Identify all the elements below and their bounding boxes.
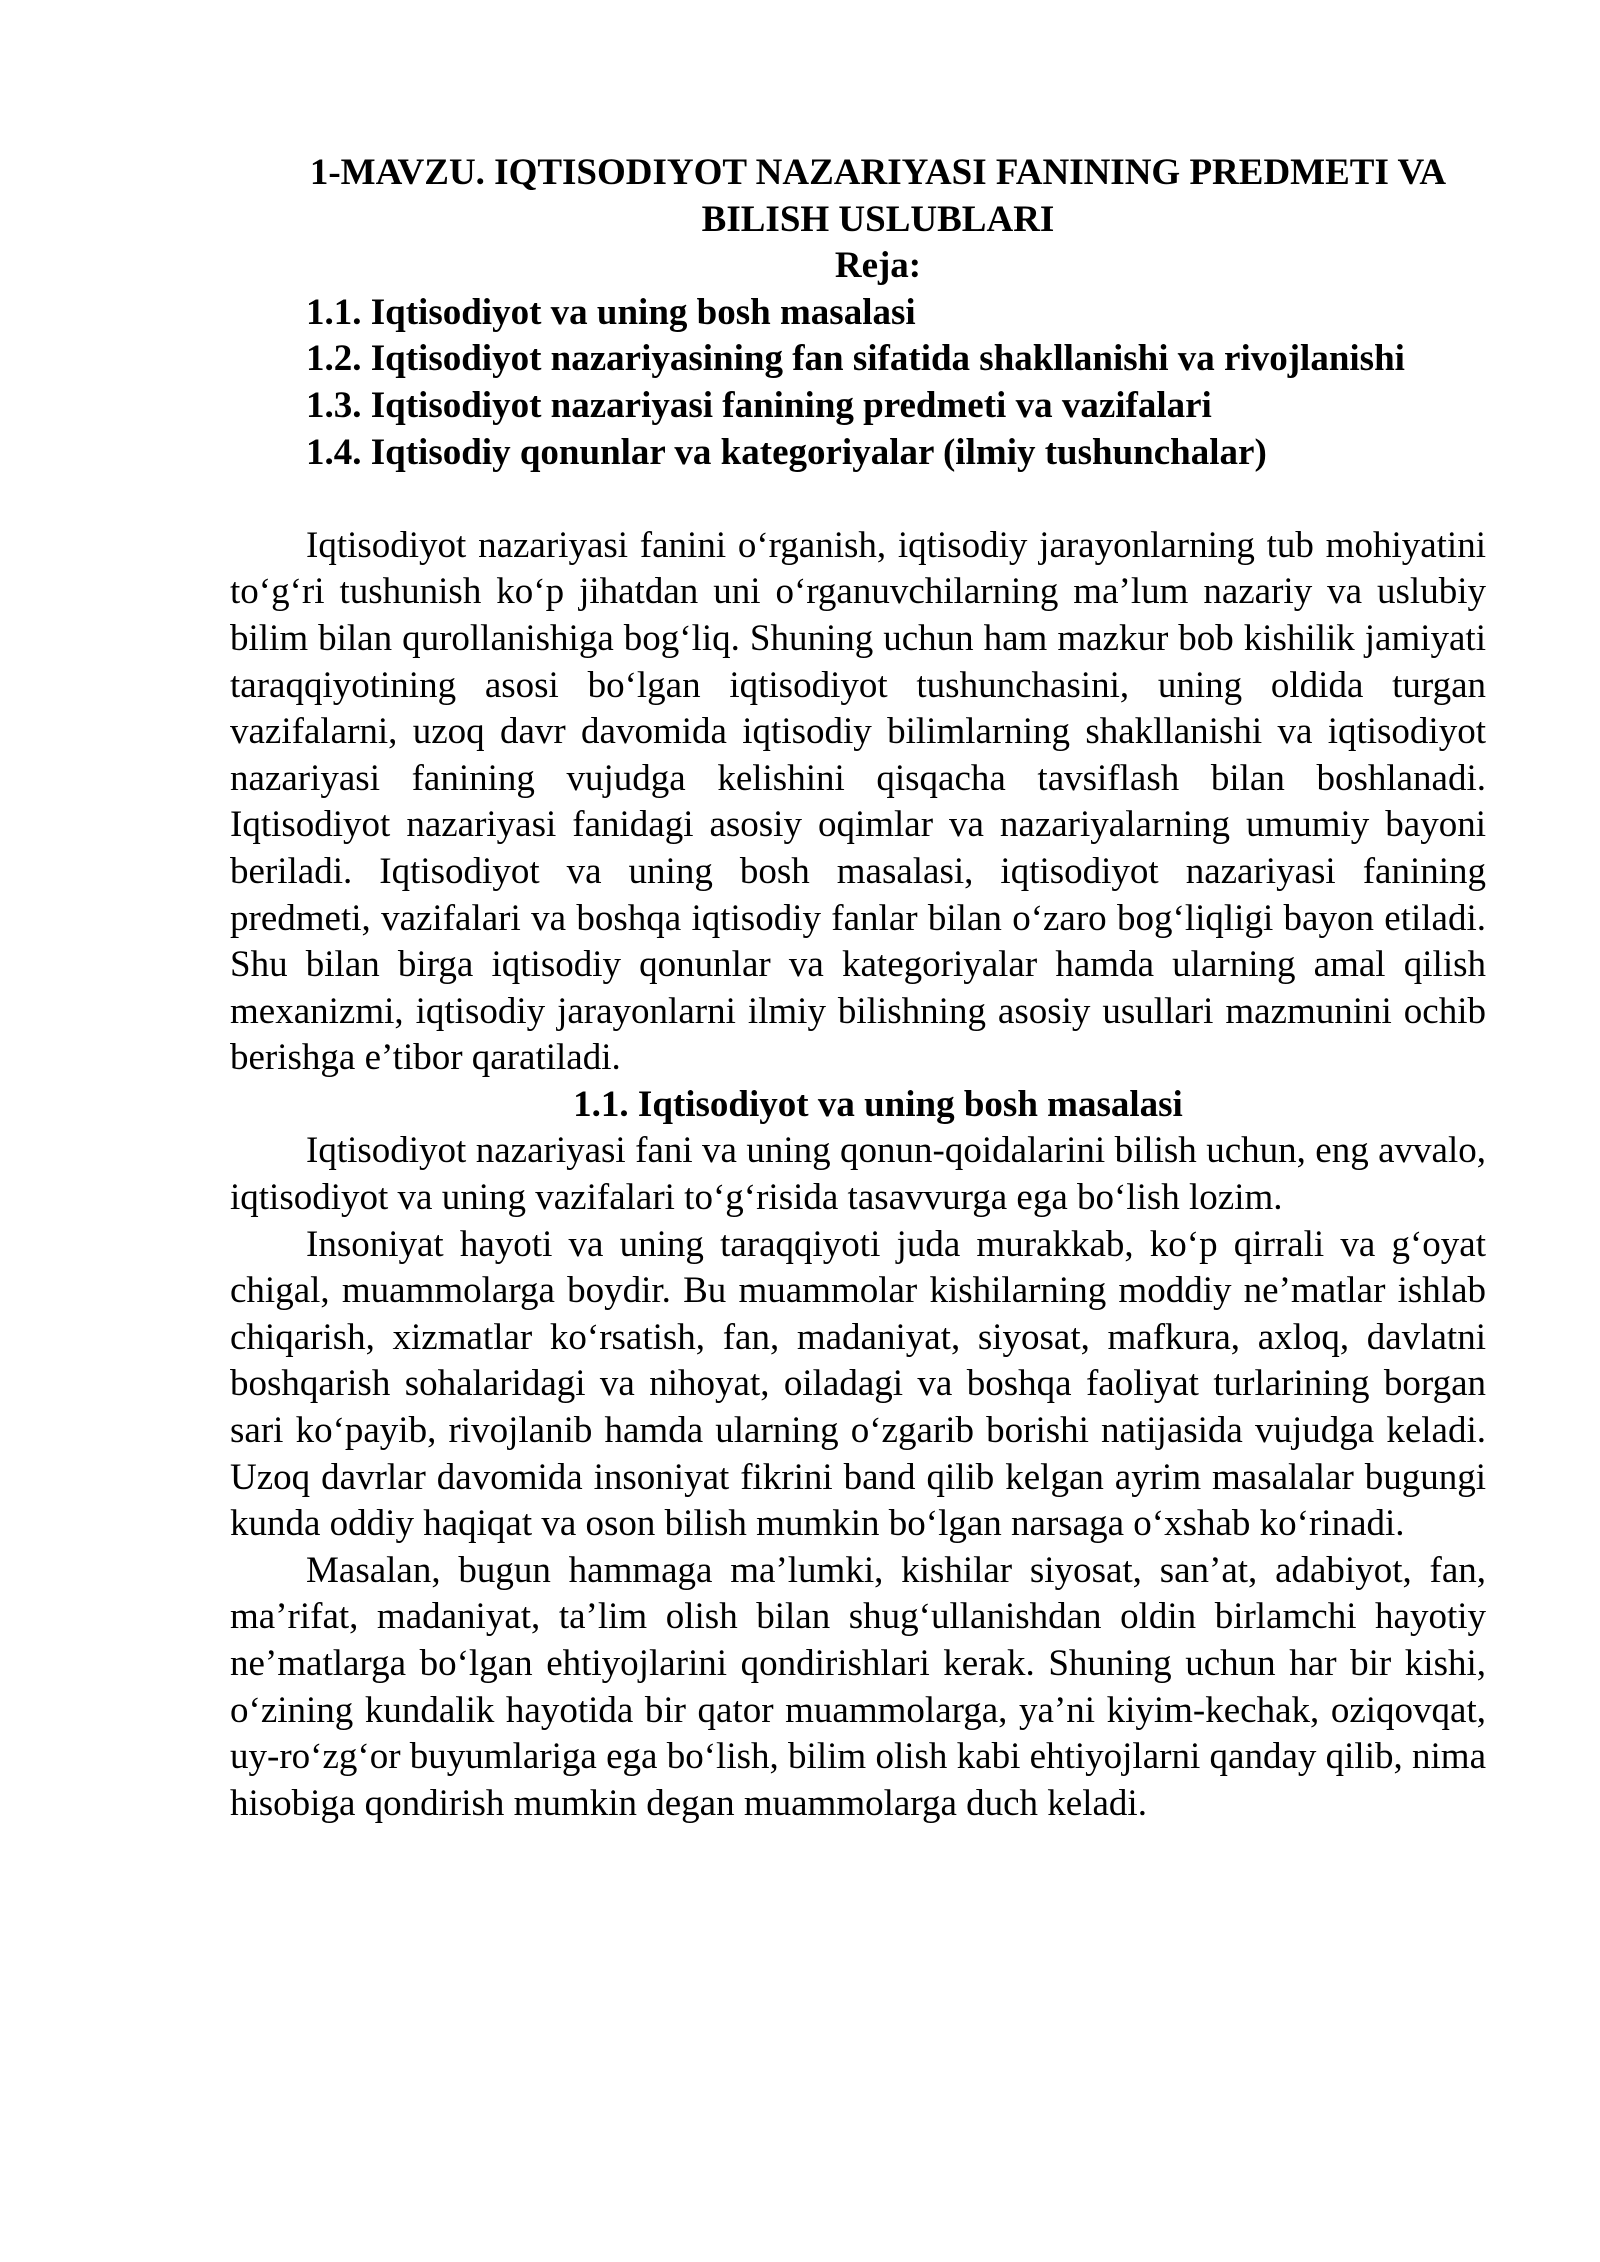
- section-paragraph-3: Masalan, bugun hammaga ma’lumki, kishilar siyosat, san’at, adabiyot, fan, ma’rifat, madaniyat, ta’lim olish bilan shug‘ullanishdan oldin birlamchi hayotiy ne’matlarga bo‘lgan ehtiyojlarini qondirishlari kerak. Shuning uchun har bir kishi, o‘zining kundalik hayotida bir qator muammolarga, ya’ni kiyim-kechak, oziqovqat, uy-ro‘zg‘or buyumlariga ega bo‘lish, bilim olish kabi ehtiyojlarni qanday qilib, nima hisobiga qondirish mumkin degan muammolarga duch keladi.: [230, 1549, 1486, 1824]
- section-paragraph-1: Iqtisodiyot nazariyasi fani va uning qonun-qoidalarini bilish uchun, eng avvalo, iqtisodiyot va uning vazifalari to‘g‘risida tasavvurga ega bo‘lish lozim.: [230, 1130, 1486, 1219]
- plan-item-4: 1.4. Iqtisodiy qonunlar va kategoriyalar (ilmiy tushunchalar): [306, 431, 1267, 473]
- section-paragraph-2: Insoniyat hayoti va uning taraqqiyoti juda murakkab, ko‘p qirrali va g‘oyat chigal, muammolarga boydir. Bu muammolar kishilarning moddiy ne’matlar ishlab chiqarish, xizmatlar ko‘rsatish, fan, madaniyat, siyosat, mafkura, axloq, davlatni boshqarish sohalaridagi va nihoyat, oiladagi va boshqa faoliyat turlarining borgan sari ko‘payib, rivojlanib hamda ularning o‘zgarib borishi natijasida vujudga keladi. Uzoq davrlar davomida insoniyat fikrini band qilib kelgan ayrim masalalar bugungi kunda oddiy haqiqat va oson bilish mumkin bo‘lgan narsaga o‘xshab ko‘rinadi.: [230, 1223, 1486, 1545]
- document-page: [230, 150, 1486, 1827]
- blank-line: [230, 476, 1486, 523]
- document-title: 1-MAVZU. IQTISODIYOT NAZARIYASI FANINING PREDMETI VA BILISH USLUBLARI: [309, 152, 1447, 240]
- plan-heading: Reja:: [834, 245, 922, 287]
- plan-item-3: 1.3. Iqtisodiyot nazariyasi fanining predmeti va vazifalari: [306, 384, 1212, 426]
- plan-item-2: 1.2. Iqtisodiyot nazariyasining fan sifatida shakllanishi va rivojlanishi: [306, 338, 1405, 380]
- plan-item-1: 1.1. Iqtisodiyot va uning bosh masalasi: [306, 291, 916, 333]
- intro-paragraph: Iqtisodiyot nazariyasi fanini o‘rganish, iqtisodiy jarayonlarning tub mohiyatini to‘g‘ri tushunish ko‘p jihatdan uni o‘rganuvchilarning ma’lum nazariy va uslubiy bilim bilan qurollanishiga bog‘liq. Shuning uchun ham mazkur bob kishilik jamiyati taraqqiyotining asosi bo‘lgan iqtisodiyot tushunchasini, uning oldida turgan vazifalarni, uzoq davr davomida iqtisodiy bilimlarning shakllanishi va iqtisodiyot nazariyasi fanining vujudga kelishini qisqacha tavsiflash bilan boshlanadi. Iqtisodiyot nazariyasi fanidagi asosiy oqimlar va nazariyalarning umumiy bayoni beriladi. Iqtisodiyot va uning bosh masalasi, iqtisodiyot nazariyasi fanining predmeti, vazifalari va boshqa iqtisodiy fanlar bilan o‘zaro bog‘liqligi bayon etiladi. Shu bilan birga iqtisodiy qonunlar va kategoriyalar hamda ularning amal qilish mexanizmi, iqtisodiy jarayonlarni ilmiy bilishning asosiy usullari mazmunini ochib berishga e’tibor qaratiladi.: [230, 524, 1486, 1079]
- section-heading: 1.1. Iqtisodiyot va uning bosh masalasi: [573, 1083, 1183, 1125]
